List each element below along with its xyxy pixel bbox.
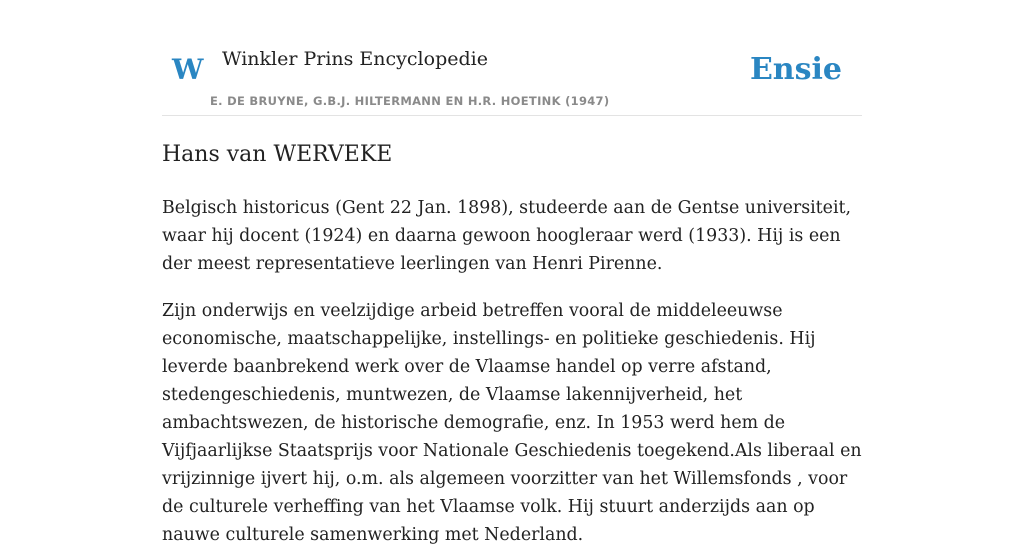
- page-title: Hans van WERVEKE: [162, 142, 393, 167]
- article: [162, 138, 862, 549]
- ensie-logo-link[interactable]: Ensie: [749, 52, 842, 87]
- article-paragraph: Zijn onderwijs en veelzijdige arbeid betreffen vooral de middeleeuwse economische, maatschappelijke, instellings- en politieke geschiedenis. Hij leverde baanbrekend werk over de Vlaamse handel op verre afstand, stedengeschiedenis, muntwezen, de Vlaamse lakennijverheid, het ambachtswezen, de historische demografie, enz. In 1953 werd hem de Vijfjaarlijkse Staatsprijs voor Nationale Geschiedenis toegekend.Als liberaal en vrijzinnige ijvert hij, o.m. als algemeen voorzitter van het Willemsfonds , voor de culturele verheffing van het Vlaamse volk. Hij stuurt anderzijds aan op nauwe culturele samenwerking met Nederland.: [162, 301, 862, 545]
- winkler-prins-logo-icon[interactable]: W: [172, 53, 204, 86]
- source-authors: E. DE BRUYNE, G.B.J. HILTERMANN EN H.R. HOETINK (1947): [210, 94, 610, 108]
- site-header: [162, 40, 862, 116]
- source-title-link[interactable]: Winkler Prins Encyclopedie: [222, 48, 488, 70]
- article-paragraph: Belgisch historicus (Gent 22 Jan. 1898), studeerde aan de Gentse universiteit, waar hij docent (1924) en daarna gewoon hoogleraar werd (1933). Hij is een der meest representatieve leerlingen van Henri Pirenne.: [162, 198, 852, 274]
